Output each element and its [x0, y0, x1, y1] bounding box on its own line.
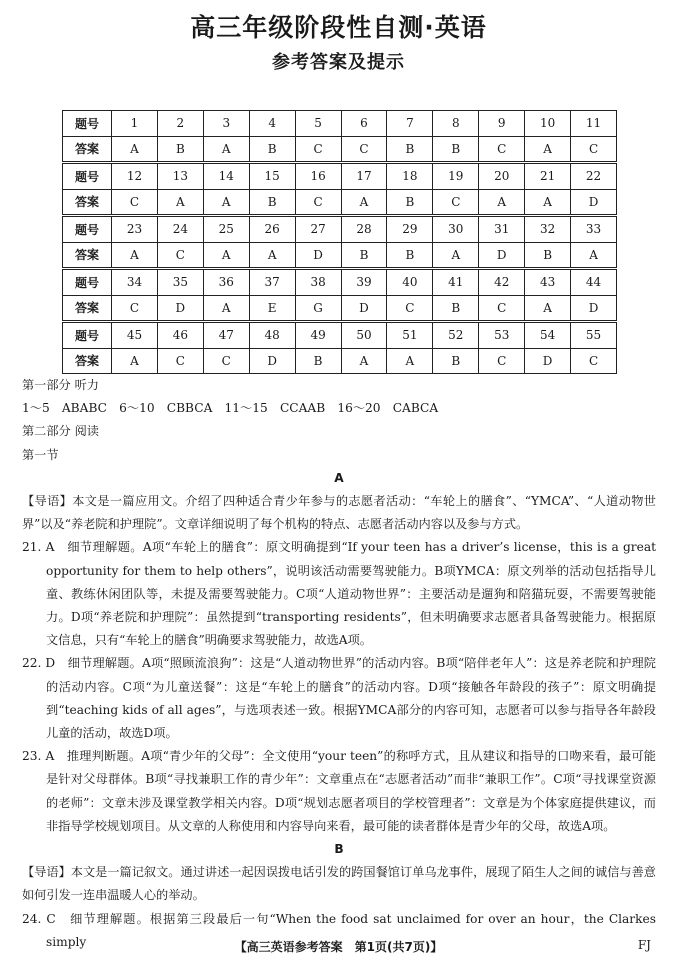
question-number: 34: [112, 269, 158, 296]
answer-cell: C: [387, 295, 433, 322]
table-row: [63, 269, 617, 296]
answer-cell: C: [571, 136, 617, 163]
table-row: [63, 163, 617, 190]
question-number: 17: [341, 163, 387, 190]
question-number: 31: [479, 216, 525, 243]
answer-cell: A: [341, 348, 387, 374]
question-number: 21: [525, 163, 571, 190]
answer-cell: A: [525, 189, 571, 216]
answer-cell: A: [433, 242, 479, 269]
answer-cell: B: [387, 242, 433, 269]
answer-cell: B: [157, 136, 203, 163]
question-number: 2: [157, 111, 203, 137]
answer-header: 答案: [63, 295, 112, 322]
answer-cell: C: [157, 348, 203, 374]
answer-cell: B: [433, 348, 479, 374]
part-heading: 第二部分 阅读: [22, 424, 99, 439]
footer-code: FJ: [637, 938, 651, 952]
question-number: 47: [203, 322, 249, 349]
answer-cell: D: [571, 189, 617, 216]
answer-cell: C: [341, 136, 387, 163]
answer-explanations: [22, 374, 656, 954]
question-number: 25: [203, 216, 249, 243]
question-number: 37: [249, 269, 295, 296]
table-row: [63, 242, 617, 269]
answer-cell: C: [157, 242, 203, 269]
question-number: 1: [112, 111, 158, 137]
answer-cell: A: [203, 189, 249, 216]
table-row: [63, 322, 617, 349]
question-number: 52: [433, 322, 479, 349]
answer-cell: D: [157, 295, 203, 322]
answer-cell: C: [479, 348, 525, 374]
question-number: 15: [249, 163, 295, 190]
answer-cell: B: [387, 136, 433, 163]
table-row: [63, 189, 617, 216]
question-number: 12: [112, 163, 158, 190]
question-number: 36: [203, 269, 249, 296]
table-row: [63, 136, 617, 163]
question-explanation: 23. A 推理判断题。A项“青少年的父母”：全文使用“your teen”的称呼方式，且从建议和指导的口吻来看，最可能是针对父母群体。B项“寻找兼职工作的青少年”：文章重点在“志愿者活动”而非“兼职工作”。C项“寻找课堂资源的老师”：文章未涉及课堂教学相关内容。D项“规划志愿者项目的学校管理者”：文章是为个体家庭提供建议，而非指导学校规划项目。从文章的人称使用和内容导向来看，最可能的读者群体是青少年的父母，故选A项。: [22, 749, 656, 833]
answer-cell: E: [249, 295, 295, 322]
question-number: 46: [157, 322, 203, 349]
answer-header: 答案: [63, 136, 112, 163]
question-header: 题号: [63, 111, 112, 137]
answer-cell: A: [249, 242, 295, 269]
answer-cell: A: [525, 136, 571, 163]
question-number: 9: [479, 111, 525, 137]
question-number: 45: [112, 322, 158, 349]
answer-cell: C: [433, 189, 479, 216]
answer-cell: D: [525, 348, 571, 374]
answer-cell: C: [112, 295, 158, 322]
question-number: 39: [341, 269, 387, 296]
question-explanation: 22. D 细节理解题。A项“照顾流浪狗”：这是“人道动物世界”的活动内容。B项“陪伴老年人”：这是养老院和护理院的活动内容。C项“为儿童送餐”：这是“车轮上的膳食”的活动内容。D项“接触各年龄段的孩子”：原文明确提到“teaching kids of all ages”，与选项表述一致。根据YMCA部分的内容可知，志愿者可以参与指导各年龄段儿童的活动，故选D项。: [22, 656, 656, 741]
question-number: 40: [387, 269, 433, 296]
question-number: 55: [571, 322, 617, 349]
answer-cell: A: [341, 189, 387, 216]
answer-cell: C: [295, 136, 341, 163]
answer-cell: A: [525, 295, 571, 322]
listening-answers: 1～5 ABABC 6～10 CBBCA 11～15 CCAAB 16～20 CABCA: [22, 401, 439, 416]
question-explanation: 21. A 细节理解题。A项“车轮上的膳食”：原文明确提到“If your teen has a driver’s license，this is a great opportunity for them to help others”，说明该活动需要驾驶能力。B项YMCA：原文列举的活动包括指导儿童、教练休闲团队等，未提及需要驾驶能力。C项“人道动物世界”：主要活动是遛狗和陪猫玩耍，不需要驾驶能力。D项“养老院和护理院”：虽然提到“transporting residents”，但未明确要求志愿者具备驾驶能力。根据原文信息，只有“车轮上的膳食”明确要求驾驶能力，故选A项。: [22, 540, 656, 648]
answer-header: 答案: [63, 348, 112, 374]
question-explanation: 24. C 细节理解题。根据第三段最后一句“When the food sat unclaimed for over an hour，the Clarkes simply: [22, 911, 656, 949]
answer-cell: C: [479, 136, 525, 163]
answer-cell: A: [387, 348, 433, 374]
passage-guide: 【导语】本文是一篇应用文。介绍了四种适合青少年参与的志愿者活动：“车轮上的膳食”、“YMCA”、“人道动物世界”以及“养老院和护理院”。文章详细说明了每个机构的特点、志愿者活动内容以及参与方式。: [22, 494, 656, 532]
answer-cell: B: [433, 136, 479, 163]
answer-cell: A: [571, 242, 617, 269]
question-number: 14: [203, 163, 249, 190]
table-row: [63, 216, 617, 243]
answer-cell: D: [249, 348, 295, 374]
question-number: 24: [157, 216, 203, 243]
table-row: [63, 295, 617, 322]
question-number: 18: [387, 163, 433, 190]
answer-cell: A: [112, 242, 158, 269]
answer-table: [62, 110, 617, 374]
question-number: 35: [157, 269, 203, 296]
question-number: 49: [295, 322, 341, 349]
question-header: 题号: [63, 269, 112, 296]
question-number: 20: [479, 163, 525, 190]
answer-cell: D: [479, 242, 525, 269]
question-number: 26: [249, 216, 295, 243]
answer-cell: D: [341, 295, 387, 322]
question-number: 32: [525, 216, 571, 243]
question-number: 43: [525, 269, 571, 296]
answer-cell: C: [295, 189, 341, 216]
question-number: 42: [479, 269, 525, 296]
answer-cell: A: [203, 136, 249, 163]
question-number: 3: [203, 111, 249, 137]
answer-cell: C: [479, 295, 525, 322]
question-number: 38: [295, 269, 341, 296]
answer-cell: C: [571, 348, 617, 374]
question-number: 44: [571, 269, 617, 296]
question-number: 29: [387, 216, 433, 243]
question-number: 19: [433, 163, 479, 190]
answer-cell: C: [203, 348, 249, 374]
answer-cell: D: [571, 295, 617, 322]
answer-cell: A: [203, 242, 249, 269]
answer-cell: A: [112, 348, 158, 374]
part-heading: 第一部分 听力: [22, 378, 99, 392]
answer-cell: A: [203, 295, 249, 322]
answer-cell: A: [112, 136, 158, 163]
question-number: 50: [341, 322, 387, 349]
answer-cell: B: [249, 136, 295, 163]
question-number: 22: [571, 163, 617, 190]
answer-cell: A: [479, 189, 525, 216]
question-number: 30: [433, 216, 479, 243]
passage-label: A: [334, 470, 344, 485]
answer-cell: D: [295, 242, 341, 269]
passage-label: B: [334, 842, 344, 857]
question-header: 题号: [63, 163, 112, 190]
question-number: 48: [249, 322, 295, 349]
question-number: 8: [433, 111, 479, 137]
question-number: 28: [341, 216, 387, 243]
question-number: 16: [295, 163, 341, 190]
question-number: 10: [525, 111, 571, 137]
page-footer: 【高三英语参考答案 第1页(共7页)】: [234, 940, 443, 954]
question-number: 54: [525, 322, 571, 349]
answer-cell: B: [387, 189, 433, 216]
answer-cell: B: [249, 189, 295, 216]
page-subtitle: 参考答案及提示: [272, 52, 405, 73]
question-number: 13: [157, 163, 203, 190]
table-row: [63, 111, 617, 137]
question-number: 7: [387, 111, 433, 137]
question-number: 41: [433, 269, 479, 296]
answer-cell: C: [112, 189, 158, 216]
question-number: 53: [479, 322, 525, 349]
question-header: 题号: [63, 322, 112, 349]
question-number: 23: [112, 216, 158, 243]
question-number: 27: [295, 216, 341, 243]
answer-cell: B: [433, 295, 479, 322]
question-number: 6: [341, 111, 387, 137]
answer-cell: B: [341, 242, 387, 269]
question-number: 51: [387, 322, 433, 349]
question-number: 33: [571, 216, 617, 243]
question-number: 5: [295, 111, 341, 137]
answer-header: 答案: [63, 242, 112, 269]
answer-cell: B: [525, 242, 571, 269]
answer-header: 答案: [63, 189, 112, 216]
table-row: [63, 348, 617, 374]
question-header: 题号: [63, 216, 112, 243]
question-number: 11: [571, 111, 617, 137]
passage-guide: 【导语】本文是一篇记叙文。通过讲述一起因误拨电话引发的跨国餐馆订单乌龙事件，展现了陌生人之间的诚信与善意如何引发一连串温暖人心的举动。: [22, 865, 656, 903]
answer-cell: B: [295, 348, 341, 374]
question-number: 4: [249, 111, 295, 137]
answer-cell: G: [295, 295, 341, 322]
answer-cell: A: [157, 189, 203, 216]
page-title: 高三年级阶段性自测·英语: [190, 13, 487, 42]
section-heading: 第一节: [22, 447, 59, 462]
